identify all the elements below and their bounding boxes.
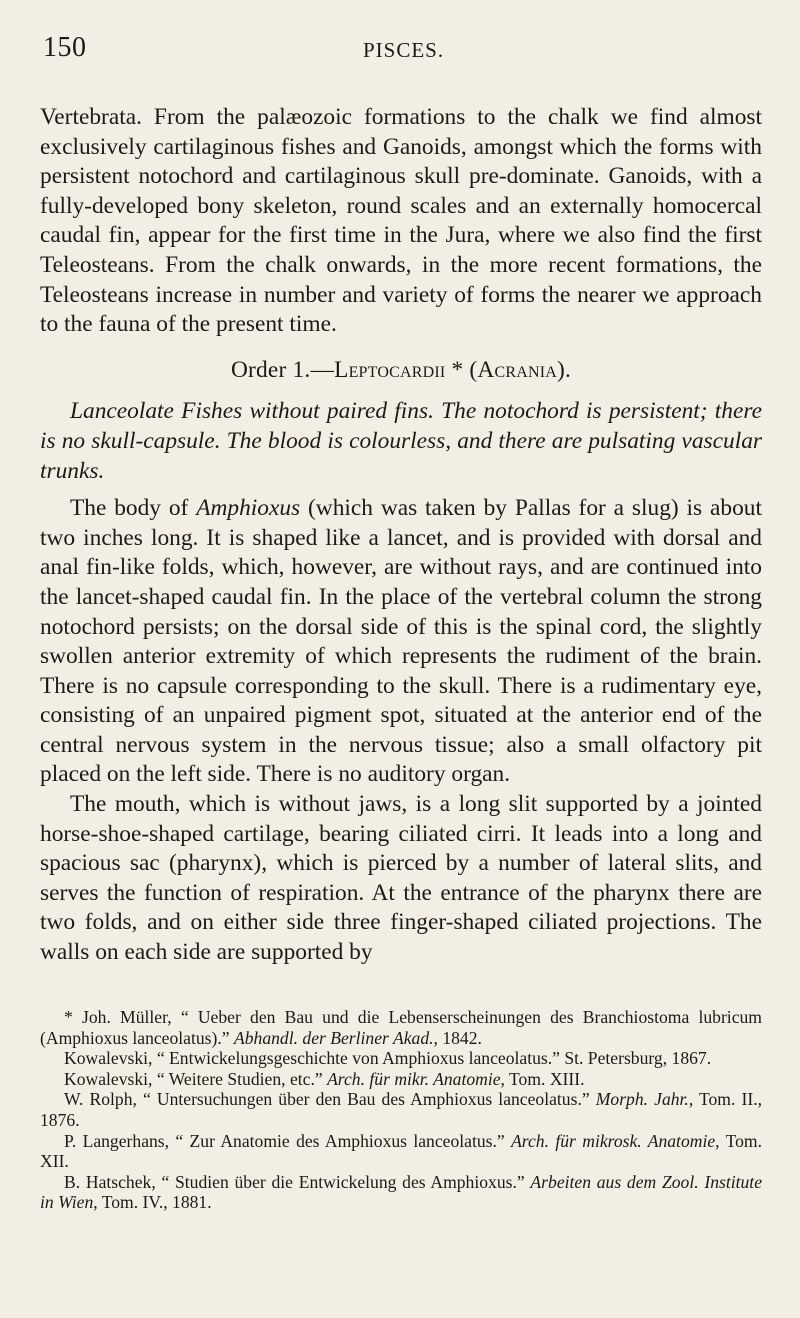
footnote — [40, 1172, 762, 1213]
body-paragraph-2: The mouth, which is without jaws, is a long slit supported by a jointed horse-shoe-shaped cartilage, bearing ciliated cirri. It leads into a long and spacious sac (pharynx), which is pierced by a number of lateral slits, and serves the function of respiration. At the entrance of the pharynx there are two folds, and on either side three finger-shaped ciliated projections. The walls on each side are supported by — [40, 791, 762, 966]
footnote-text: * Joh. Müller, “ Ueber den Bau und die Lebenserscheinungen des Branchiostoma lubricum (Amphioxus lanceolatus).” — [40, 1007, 762, 1048]
genus-name: Amphioxus — [196, 495, 301, 522]
running-head — [40, 32, 762, 72]
body-1-before: The body of — [70, 495, 197, 522]
body-1-after: (which was taken by Pallas for a slug) is about two inches long. It is shaped like a lancet, and is provided with dorsal and anal fin-like folds, which, however, are without rays, and are continued into the lancet-shaped caudal fin. In the place of the vertebral column the strong notochord persists; on the dorsal side of this is the spinal cord, the slightly swollen anterior extremity of which represents the rudiment of the brain. There is no capsule corresponding to the skull. There is a rudimentary eye, consisting of an unpaired pigment spot, situated at the anterior end of the central nervous system in the nervous tissue; also a small olfactory pit placed on the left side. There is no auditory organ. — [40, 495, 762, 788]
footnote-text: Kowalevski, “ Entwickelungsgeschichte von Amphioxus lanceolatus.” St. Petersburg, 1867. — [64, 1048, 712, 1069]
footnote-text: P. Langerhans, “ Zur Anatomie des Amphioxus lanceolatus.” — [64, 1130, 512, 1151]
footnote-volume: , 1842. — [433, 1027, 482, 1048]
footnote-text: Kowalevski, “ Weitere Studien, etc.” — [64, 1068, 328, 1089]
order-alt-name: (Acrania). — [469, 356, 572, 383]
footnote-journal: Arch. für mikr. Anatomie — [327, 1068, 501, 1089]
body-text — [40, 103, 762, 968]
order-prefix: Order 1.— — [230, 356, 335, 383]
footnote-volume: , Tom. IV., 1881. — [93, 1192, 212, 1213]
footnote-journal: Arch. für mikrosk. Anatomie — [511, 1130, 716, 1151]
footnote — [40, 1048, 762, 1069]
book-page — [40, 0, 762, 1318]
footnote-volume: , Tom. XIII. — [500, 1068, 585, 1089]
footnote — [40, 1007, 762, 1048]
footnote-text: W. Rolph, “ Untersuchungen über den Bau des Amphioxus lanceolatus.” — [64, 1089, 596, 1110]
footnote — [40, 1089, 762, 1130]
footnotes — [40, 1007, 762, 1213]
running-title: PISCES. — [363, 38, 445, 62]
footnote-volume: , Tom. XII. — [40, 1130, 762, 1172]
body-paragraph-1 — [40, 494, 762, 790]
footnote-journal: Arbeiten aus dem Zool. Institute in Wien — [40, 1171, 763, 1213]
footnote-mark: * — [445, 356, 470, 383]
diagnosis-paragraph: Lanceolate Fishes without paired fins. The notochord is persistent; there is no skull-capsule. The blood is colourless, and there are pulsating vascular trunks. — [40, 398, 762, 484]
footnote-volume: , Tom. II., 1876. — [40, 1089, 762, 1130]
page-number: 150 — [43, 32, 87, 63]
intro-paragraph: Vertebrata. From the palæozoic formations to the chalk we find almost exclusively cartilaginous fishes and Ganoids, amongst which the forms with persistent notochord and cartilaginous skull pre-dominate. Ganoids, with a fully-developed bony skeleton, round scales and an externally homocercal caudal fin, appear for the first time in the Jura, where we also find the first Teleosteans. From the chalk onwards, in the more recent formations, the Teleosteans increase in number and variety of forms the nearer we approach to the fauna of the present time. — [40, 104, 762, 338]
footnote — [40, 1069, 762, 1090]
footnote-journal: Abhandl. der Berliner Akad. — [233, 1027, 434, 1048]
footnote-text: B. Hatschek, “ Studien über die Entwickelung des Amphioxus.” — [64, 1171, 531, 1192]
order-heading — [40, 356, 762, 386]
footnote-journal: Morph. Jahr. — [595, 1089, 689, 1110]
order-name: Leptocardii — [334, 356, 446, 383]
footnote — [40, 1131, 762, 1172]
